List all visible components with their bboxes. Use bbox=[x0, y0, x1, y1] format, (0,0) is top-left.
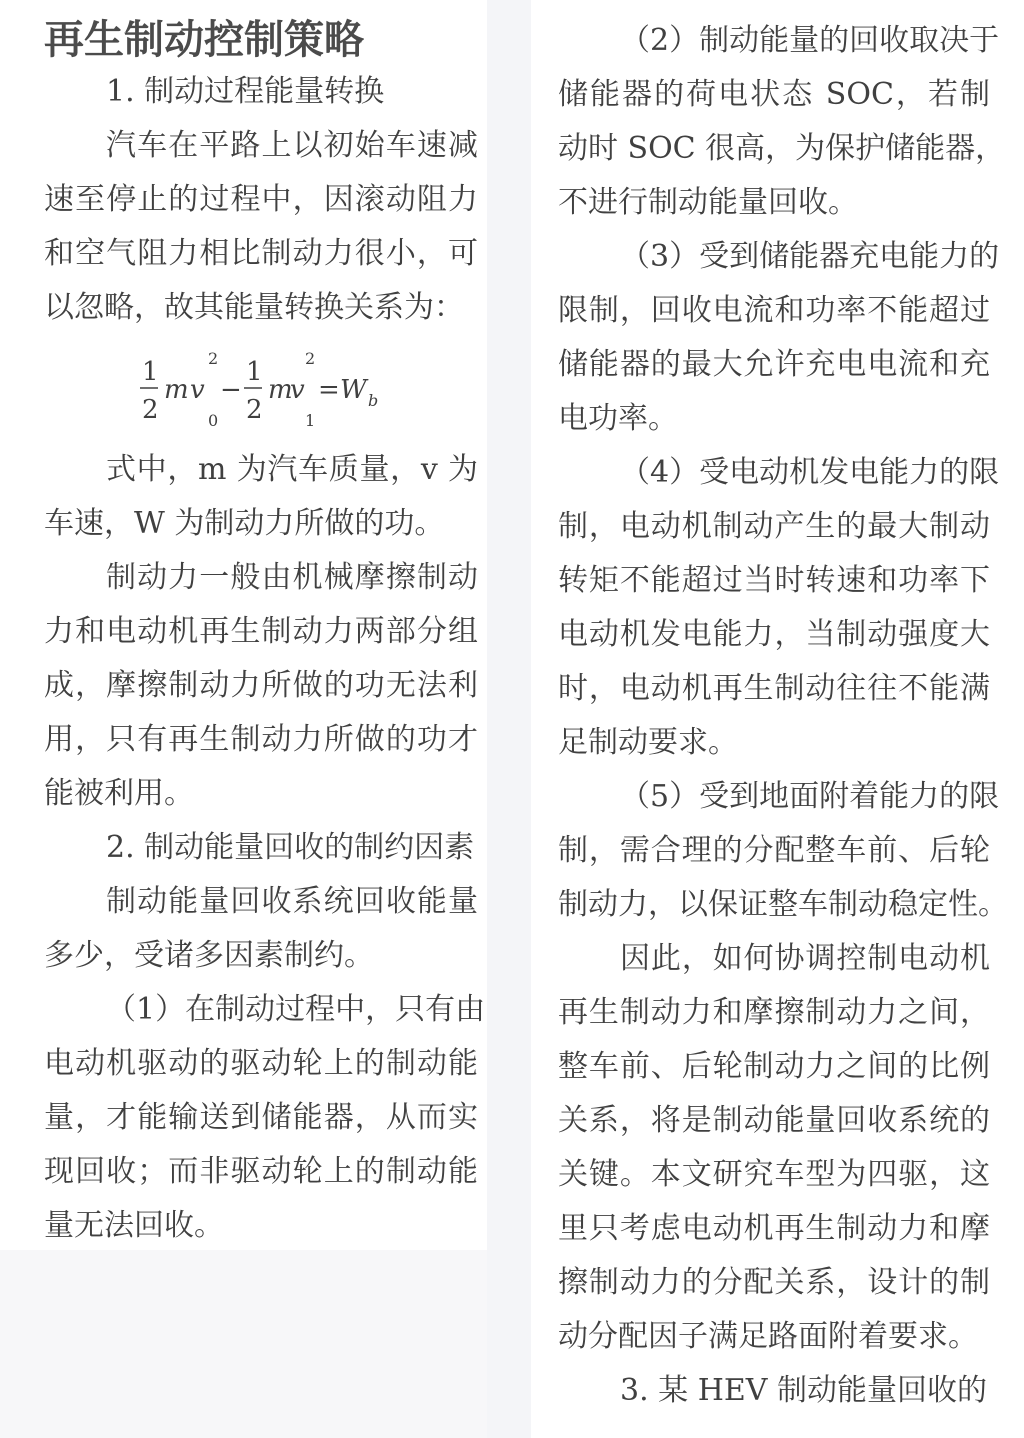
equals-sign: = bbox=[318, 375, 340, 405]
paragraph-line: 限制，回收电流和功率不能超过 bbox=[558, 293, 990, 328]
paragraph-line: （1）在制动过程中，只有由 bbox=[106, 992, 486, 1027]
paragraph-line: 关键。本文研究车型为四驱，这 bbox=[558, 1157, 990, 1192]
section-3-heading: 3. 某 HEV 制动能量回收的 bbox=[620, 1373, 987, 1408]
section-2-heading: 2. 制动能量回收的制约因素 bbox=[106, 830, 475, 865]
paragraph-line: 制动力一般由机械摩擦制动 bbox=[106, 560, 478, 595]
velocity-symbol: v bbox=[190, 375, 205, 405]
paragraph-line: 电动机发电能力，当制动强度大 bbox=[558, 617, 990, 652]
paragraph-line: （3）受到储能器充电能力的 bbox=[620, 239, 1000, 274]
paragraph-line: 制动力，以保证整车制动稳定性。 bbox=[558, 887, 1008, 922]
minus-sign: − bbox=[220, 375, 242, 405]
paragraph-line: （4）受电动机发电能力的限 bbox=[620, 455, 1000, 490]
paragraph-line: 和空气阻力相比制动力很小，可 bbox=[44, 236, 478, 271]
paragraph-line: 储能器的荷电状态 SOC，若制 bbox=[558, 77, 990, 112]
paragraph-line: 动时 SOC 很高，为保护储能器， bbox=[558, 131, 1006, 166]
paragraph-line: 制，需合理的分配整车前、后轮 bbox=[558, 833, 990, 868]
paragraph-line: 转矩不能超过当时转速和功率下 bbox=[558, 563, 990, 598]
column-gutter bbox=[487, 0, 531, 1438]
paragraph-line: 制，电动机制动产生的最大制动 bbox=[558, 509, 990, 544]
paragraph-line: 储能器的最大允许充电电流和充 bbox=[558, 347, 990, 382]
paragraph-line: 关系，将是制动能量回收系统的 bbox=[558, 1103, 990, 1138]
paragraph-line: 时，电动机再生制动往往不能满 bbox=[558, 671, 990, 706]
subscript-zero: 0 bbox=[208, 411, 219, 430]
paragraph-line: 力和电动机再生制动力两部分组 bbox=[44, 614, 478, 649]
fraction-denominator: 2 bbox=[142, 395, 159, 425]
mass-symbol: m bbox=[268, 375, 293, 405]
paragraph-line: 速至停止的过程中，因滚动阻力 bbox=[44, 182, 478, 217]
mass-symbol: m bbox=[164, 375, 189, 405]
paragraph-line: 整车前、后轮制动力之间的比例 bbox=[558, 1049, 990, 1084]
fraction-numerator: 1 bbox=[142, 357, 159, 387]
fraction-denominator: 2 bbox=[246, 395, 263, 425]
paragraph-line: 电功率。 bbox=[558, 401, 678, 436]
paragraph-line: 用，只有再生制动力所做的功才 bbox=[44, 722, 478, 757]
paragraph-line: 里只考虑电动机再生制动力和摩 bbox=[558, 1211, 990, 1246]
paragraph-line: 式中，m 为汽车质量，v 为 bbox=[106, 452, 478, 487]
paragraph-line: 多少，受诸多因素制约。 bbox=[44, 938, 374, 973]
paragraph-line: 车速，W 为制动力所做的功。 bbox=[44, 506, 445, 541]
paragraph-line: 量无法回收。 bbox=[44, 1208, 224, 1243]
paragraph-line: 擦制动力的分配关系，设计的制 bbox=[558, 1265, 990, 1300]
paragraph-line: 现回收；而非驱动轮上的制动能 bbox=[44, 1154, 478, 1189]
paragraph-line: （2）制动能量的回收取决于 bbox=[620, 23, 1000, 58]
paragraph-line: 以忽略，故其能量转换关系为： bbox=[44, 290, 464, 325]
fraction-numerator: 1 bbox=[246, 357, 263, 387]
paragraph-line: 量，才能输送到储能器，从而实 bbox=[44, 1100, 478, 1135]
energy-formula bbox=[138, 348, 398, 430]
section-1-heading: 1. 制动过程能量转换 bbox=[106, 74, 385, 109]
paragraph-line: 制动能量回收系统回收能量 bbox=[106, 884, 478, 919]
paragraph-line: （5）受到地面附着能力的限 bbox=[620, 779, 1000, 814]
paragraph-line: 电动机驱动的驱动轮上的制动能 bbox=[44, 1046, 478, 1081]
paragraph-line: 成，摩擦制动力所做的功无法利 bbox=[44, 668, 478, 703]
velocity-symbol: v bbox=[290, 375, 305, 405]
paragraph-line: 动分配因子满足路面附着要求。 bbox=[558, 1319, 978, 1354]
paragraph-line: 足制动要求。 bbox=[558, 725, 738, 760]
exponent: 2 bbox=[305, 349, 316, 368]
paragraph-line: 不进行制动能量回收。 bbox=[558, 185, 858, 220]
subscript-b: b bbox=[368, 391, 379, 410]
paragraph-line: 因此，如何协调控制电动机 bbox=[620, 941, 990, 976]
subscript-one: 1 bbox=[305, 411, 316, 430]
page-title: 再生制动控制策略 bbox=[44, 17, 364, 63]
paragraph-line: 再生制动力和摩擦制动力之间， bbox=[558, 995, 990, 1030]
exponent: 2 bbox=[208, 349, 219, 368]
paragraph-line: 汽车在平路上以初始车速减 bbox=[106, 128, 478, 163]
work-symbol: W bbox=[340, 375, 367, 405]
paragraph-line: 能被利用。 bbox=[44, 776, 194, 811]
